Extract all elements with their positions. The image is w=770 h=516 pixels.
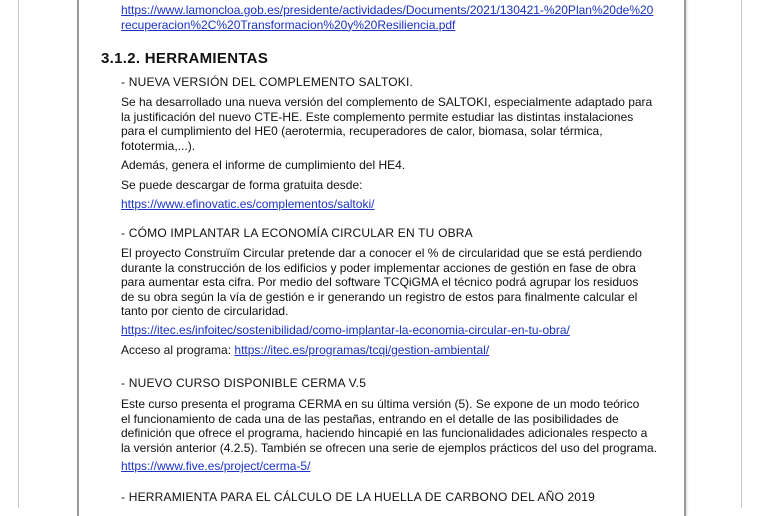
- item-saltoki-title: - NUEVA VERSIÓN DEL COMPLEMENTO SALTOKI.: [121, 75, 414, 89]
- body-line: la justificación del nuevo CTE-HE. Este complemento permite estudiar las distintas instalaciones: [121, 109, 634, 124]
- item-saltoki-link-block: [121, 197, 681, 212]
- economia-circular-link[interactable]: https://itec.es/infoitec/sostenibilidad/como-implantar-la-economia-circular-en-tu-obra/: [121, 323, 570, 337]
- item-cerma: [121, 376, 681, 391]
- body-line: Se puede descargar de forma gratuita desde:: [121, 178, 363, 192]
- item-economia-circular: [121, 226, 681, 241]
- body-line: para el cumplimiento del HE0 (aerotermia, recuperadores de calor, biomasa, solar térmica,: [121, 124, 603, 139]
- item-cerma-body: [121, 397, 681, 455]
- tcqi-program-link[interactable]: https://itec.es/programas/tcqi/gestion-ambiental/: [234, 343, 490, 357]
- body-line: el funcionamiento de cada una de las pestañas, entrando en el detalle de las posibilidades de: [121, 411, 619, 426]
- saltoki-download-link[interactable]: https://www.efinovatic.es/complementos/saltoki/: [121, 197, 375, 211]
- body-line: tanto por ciento de circularidad.: [121, 304, 289, 319]
- item-economia-circular-title: - CÓMO IMPLANTAR LA ECONOMÍA CIRCULAR EN TU OBRA: [121, 226, 473, 240]
- body-line: fototermia,...).: [121, 138, 196, 153]
- item-huella-carbono: [121, 490, 681, 505]
- item-saltoki-extra2: [121, 178, 681, 193]
- top-link-block: [121, 3, 681, 32]
- item-cerma-title: - NUEVO CURSO DISPONIBLE CERMA V.5: [121, 376, 367, 390]
- access-label: Acceso al programa:: [121, 343, 235, 357]
- cerma-link[interactable]: https://www.five.es/project/cerma-5/: [121, 459, 311, 473]
- item-saltoki-body: [121, 95, 681, 153]
- body-line: la versión anterior (4.2.5). También se ofrecen una serie de ejemplos prácticos del uso del programa.: [121, 440, 658, 455]
- item-economia-circular-link-block: [121, 323, 681, 338]
- body-line: Este curso presenta el programa CERMA en su última versión (5). Se expone de un modo teórico: [121, 397, 640, 411]
- body-line: Se ha desarrollado una nueva versión del complemento de SALTOKI, especialmente adaptado para: [121, 95, 653, 109]
- item-economia-circular-body: [121, 246, 681, 319]
- plan-recuperacion-link-line2[interactable]: recuperacion%2C%20Transformacion%20y%20Resiliencia.pdf: [121, 17, 456, 32]
- item-economia-circular-access: [121, 343, 681, 358]
- body-line: definición que ofrece el programa, haciendo hincapié en las funcionalidades adicionales respecto a: [121, 426, 648, 441]
- body-line: Además, genera el informe de cumplimiento del HE4.: [121, 158, 406, 172]
- section-heading: 3.1.2. HERRAMIENTAS: [101, 50, 269, 67]
- plan-recuperacion-link-line1[interactable]: https://www.lamoncloa.gob.es/presidente/actividades/Documents/2021/130421-%20Plan%20de%20: [121, 3, 654, 17]
- body-line: durante la construcción de los edificios y poder implementar acciones de gestión en fase de obra: [121, 260, 636, 275]
- item-cerma-link-block: [121, 459, 681, 474]
- item-saltoki: [121, 75, 681, 90]
- body-line: El proyecto Construïm Circular pretende dar a conocer el % de circularidad que se está perdiendo: [121, 246, 642, 260]
- item-huella-carbono-title: - HERRAMIENTA PARA EL CÁLCULO DE LA HUELLA DE CARBONO DEL AÑO 2019: [121, 490, 596, 504]
- body-line: de su obra según la vía de gestión e ir generando un registro de estos para finalmente calcular el: [121, 289, 638, 304]
- item-saltoki-extra1: [121, 158, 681, 173]
- body-line: para aumentar esta cifra. Por medio del software TCQiGMA el técnico podrá agrupar los residuos: [121, 275, 639, 290]
